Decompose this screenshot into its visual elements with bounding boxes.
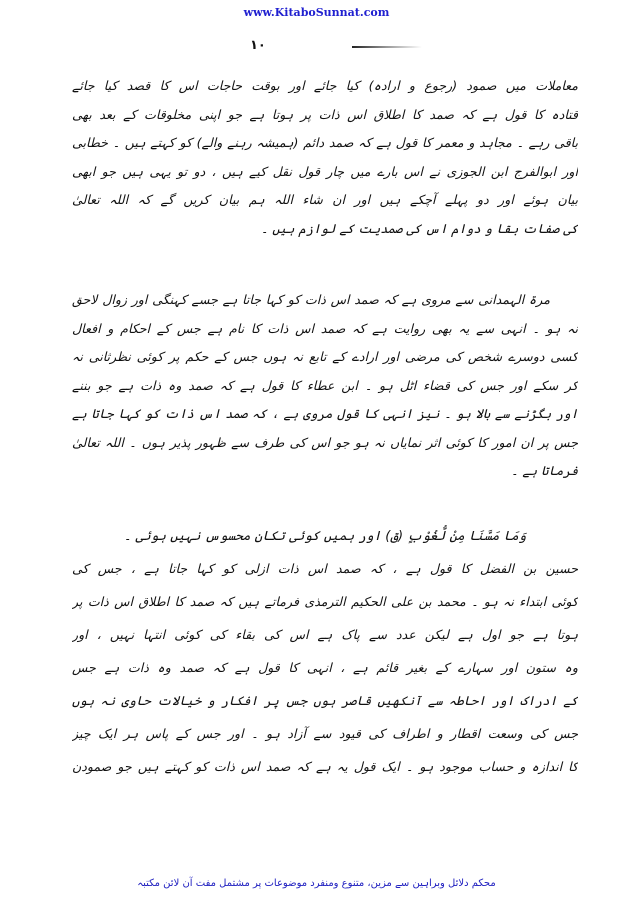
paragraph-3	[72, 522, 578, 783]
text-line: مرۃ الہمدانی سے مروی ہے کہ صمد اس ذات کو کہا جاتا ہے جسے کہنگی اور زوال لاحق	[72, 292, 550, 307]
site-url[interactable]: www.KitaboSunnat.com	[243, 6, 390, 19]
footer-tagline: محکم دلائل وبراہین سے مزین، متنوع ومنفرد موضوعات پر مشتمل مفت آن لائن مکتبہ	[137, 878, 496, 889]
text-line: اور بگڑنے سے بالا ہو ۔ نیز انہی کا قول مروی ہے ، کہ صمد اس ذات کو کہا جاتا ہے	[72, 406, 578, 421]
text-line: جس کی وسعت اقطار و اطراف کی قیود سے آزاد ہو ۔ اور جس کے پاس ہر ایک چیز	[72, 726, 578, 741]
paragraph-1	[72, 72, 578, 243]
text-line: کے ادراک اور احاطہ سے آنکھیں قاصر ہوں جس پر افکار و خیالات حاوی نہ ہوں	[72, 693, 578, 708]
text-line: کا اندازہ و حساب موجود ہو ۔ ایک قول یہ ہے کہ صمد اس ذات کو کہتے ہیں جو صمودن	[72, 759, 578, 774]
paragraph-2	[72, 286, 578, 486]
text-line: اور ابوالفرج ابن الجوزی نے اس بارے میں چار قول نقل کیے ہیں ، دو تو یہی ہیں جو ابھی	[72, 163, 578, 179]
text-line: کسی دوسرے شخص کی مرضی اور ارادے کے تابع نہ ہوں جس کے حکم پر کوئی نظرثانی نہ	[72, 349, 578, 364]
text-line: قتادہ کا قول ہے کہ صمد کا اطلاق اس ذات پر ہوتا ہے جو اپنی مخلوقات کے بعد بھی	[72, 106, 578, 122]
quranic-verse-heading: وَمَا مَسَّنَا مِنْ لُّغُوْبٍ (ق) اور ہمیں کوئی تکان محسوس نہیں ہوئی ۔	[123, 529, 527, 544]
text-line: کر سکے اور جس کی قضاء اٹل ہو ۔ ابن عطاء کا قول ہے کہ صمد وہ ذات ہے جو بننے	[72, 377, 578, 393]
text-line: معاملات میں صمود (رجوع و ارادہ) کیا جائے اور بوقت حاجات اس کا قصد کیا جائے	[72, 78, 578, 93]
text-line: باقی رہے ۔ مجاہد و معمر کا قول ہے کہ صمد دائم (ہمیشہ رہنے والے) کو کہتے ہیں ۔ خطابی	[72, 135, 578, 150]
page-number: ۱۰	[250, 38, 266, 53]
text-line: ہوتا ہے جو اول ہے لیکن عدد سے پاک ہے اس کی بقاء کی کوئی انتہا نہیں ، اور	[72, 627, 578, 642]
text-line: فرماتا ہے ۔	[510, 463, 578, 478]
text-line: کی صفات بقا و دوام اس کی صمدیت کے لوازم ہیں ۔	[260, 220, 578, 236]
text-line: جس پر ان امور کا کوئی اثر نمایاں نہ ہو جو اس کی طرف سے ظہور پذیر ہوں ۔ اللہ تعالیٰ	[72, 434, 578, 450]
header-rule	[352, 46, 422, 48]
text-line: حسین بن الفضل کا قول ہے ، کہ صمد اس ذات ازلی کو کہا جاتا ہے ، جس کی	[72, 561, 578, 576]
text-line: بیان ہوئے اور دو پہلے آچکے ہیں اور ان شاء اللہ ہم بیان کریں گے کہ اللہ تعالیٰ	[72, 192, 578, 207]
text-line: کوئی ابتداء نہ ہو ۔ محمد بن علی الحکیم الترمذی فرماتے ہیں کہ صمد کا اطلاق اس ذات پر	[72, 594, 578, 609]
text-line: وہ ستون اور سہارے کے بغیر قائم ہے ، انہی کا قول ہے کہ صمد وہ ذات ہے جس	[72, 660, 578, 675]
text-line: نہ ہو ۔ انہی سے یہ بھی روایت ہے کہ صمد اس ذات کا نام ہے جس کے احکام و افعال	[72, 320, 578, 336]
